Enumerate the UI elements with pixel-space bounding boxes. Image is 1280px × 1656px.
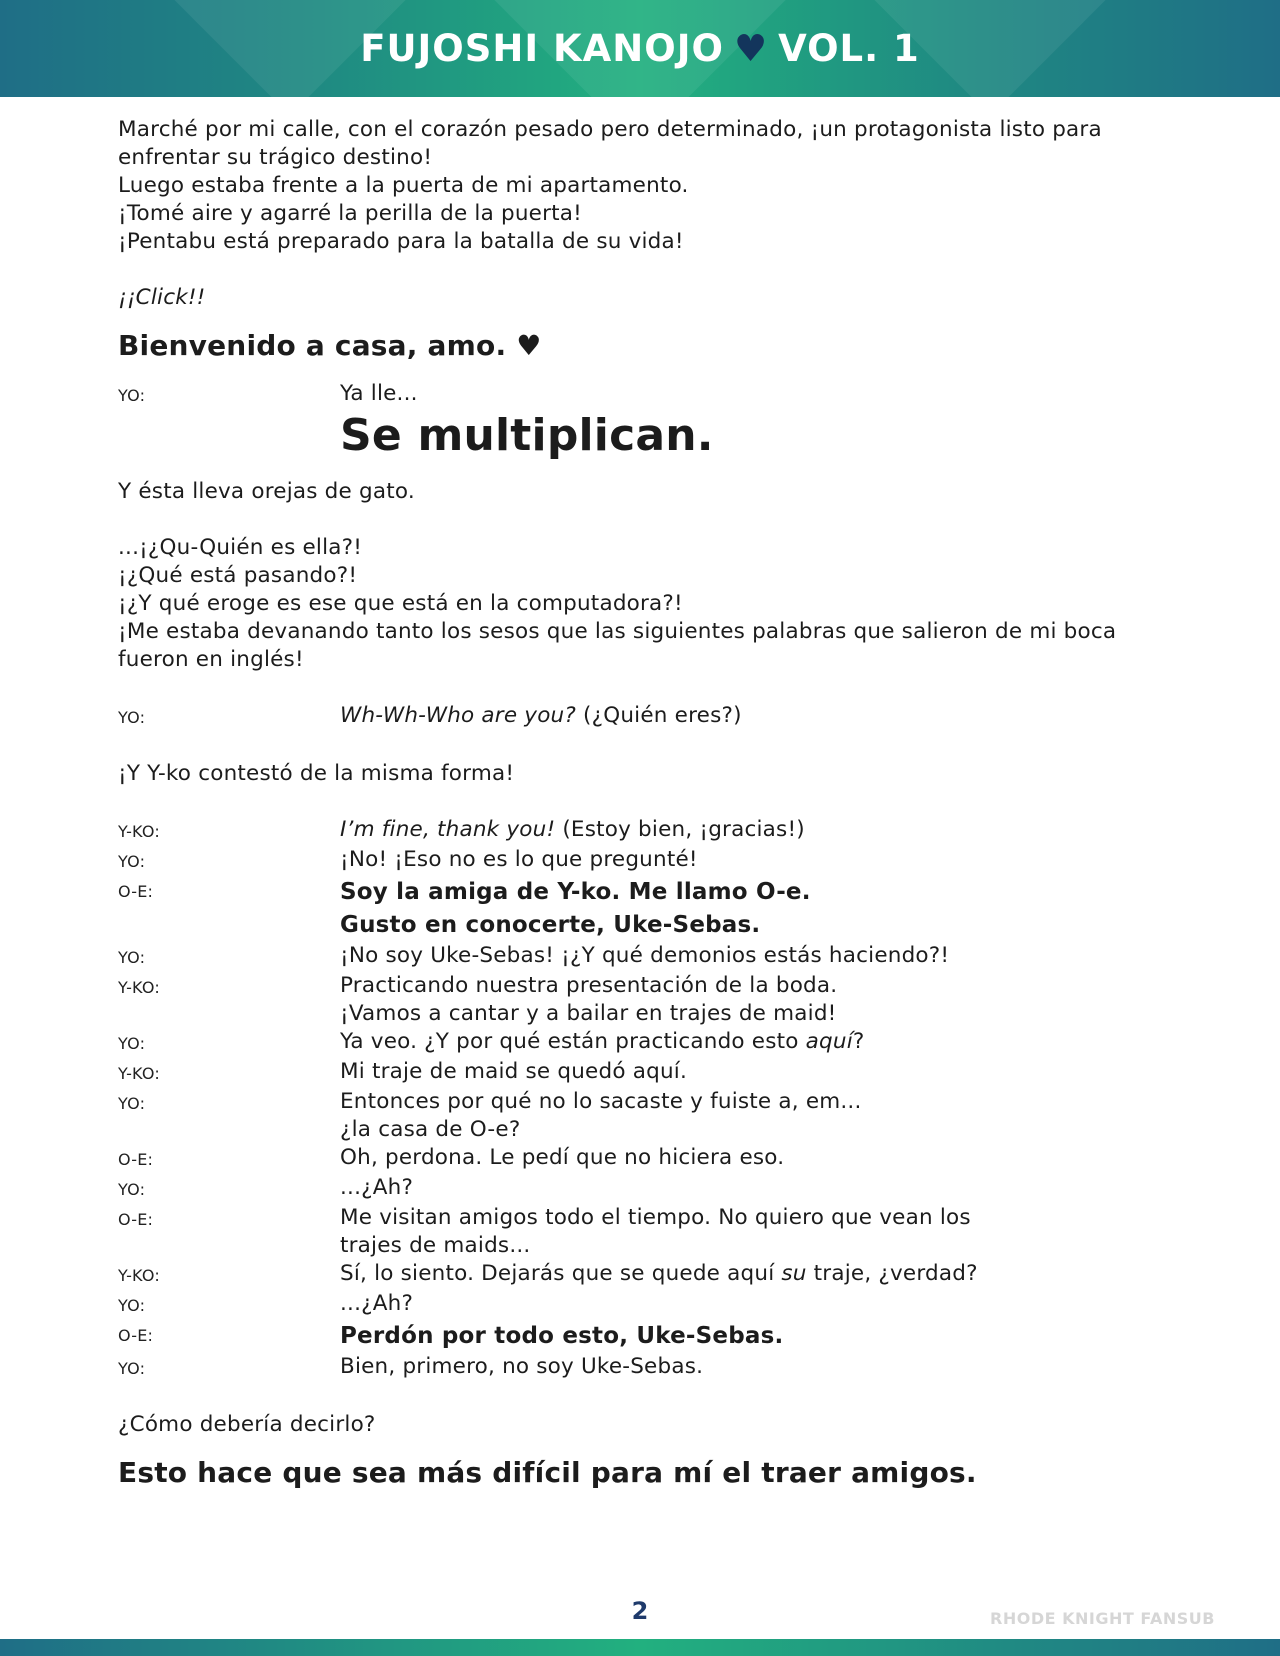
- dialogue-row: [118, 816, 1168, 846]
- dialogue-line: I’m fine, thank you! (Estoy bien, ¡gracias!): [340, 817, 805, 842]
- speaker-label: YO:: [118, 1180, 146, 1199]
- dialogue-line: trajes de maids...: [340, 1233, 531, 1258]
- welcome-heading: Bienvenido a casa, amo. ♥: [118, 329, 542, 362]
- paragraph: ¡Me estaba devanando tanto los sesos que las siguientes palabras que salieron de mi boca fueron en inglés!: [118, 619, 1117, 672]
- speaker-label: YO:: [118, 1296, 146, 1315]
- speaker-label: O-E:: [118, 1150, 154, 1169]
- fansub-credit: RHODE KNIGHT FANSUB: [990, 1609, 1215, 1628]
- dialogue-row: [118, 1058, 1168, 1088]
- big-line: Se multiplican.: [340, 410, 714, 461]
- dialogue-row: [118, 846, 1168, 876]
- header-title: [0, 26, 1280, 72]
- dialogue-row: [118, 942, 1168, 972]
- dialogue-row: [118, 1144, 1168, 1174]
- paragraph: Luego estaba frente a la puerta de mi apartamento.: [118, 173, 689, 198]
- dialogue-line: Wh-Wh-Who are you? (¿Quién eres?): [340, 703, 742, 728]
- dialogue-row: [118, 1353, 1168, 1383]
- dialogue-line: Perdón por todo esto, Uke-Sebas.: [340, 1323, 784, 1349]
- paragraph: ¡Pentabu está preparado para la batalla de su vida!: [118, 229, 684, 254]
- dialogue-row: [118, 876, 1168, 942]
- speaker-label: YO:: [118, 1034, 146, 1053]
- dialogue-row: [118, 1028, 1168, 1058]
- speaker-label: YO:: [118, 386, 146, 405]
- dialogue-row: [118, 1204, 1168, 1260]
- paragraph: ¡Y Y-ko contestó de la misma forma!: [118, 761, 515, 786]
- dialogue-line: Ya veo. ¿Y por qué están practicando esto aquí?: [340, 1029, 865, 1054]
- paragraph: Marché por mi calle, con el corazón pesado pero determinado, ¡un protagonista listo para enfrentar su trágico destino!: [118, 117, 1102, 170]
- speaker-label: YO:: [118, 948, 146, 967]
- dialogue-row: [118, 702, 1168, 732]
- dialogue-line: Bien, primero, no soy Uke-Sebas.: [340, 1354, 704, 1379]
- header-series: FUJOSHI KANOJO: [360, 27, 724, 70]
- dialogue-line: Practicando nuestra presentación de la boda.: [340, 973, 838, 998]
- speaker-label: Y-KO:: [118, 1266, 160, 1285]
- dialogue-line: ¿la casa de O-e?: [340, 1117, 521, 1142]
- dialogue-line: Oh, perdona. Le pedí que no hiciera eso.: [340, 1145, 785, 1170]
- dialogue-line: Mi traje de maid se quedó aquí.: [340, 1059, 687, 1084]
- paragraph: Y ésta lleva orejas de gato.: [118, 479, 415, 504]
- speaker-label: Y-KO:: [118, 978, 160, 997]
- header-volume: VOL. 1: [778, 27, 920, 70]
- speaker-label: Y-KO:: [118, 1064, 160, 1083]
- dialogue-line: Ya lle...: [340, 381, 418, 406]
- dialogue-line: Soy la amiga de Y-ko. Me llamo O-e.: [340, 879, 811, 905]
- paragraph: ¿Cómo debería decirlo?: [118, 1412, 376, 1437]
- dialogue-line: ¡No soy Uke-Sebas! ¡¿Y qué demonios estás haciendo?!: [340, 943, 950, 968]
- paragraph: ¡Tomé aire y agarré la perilla de la puerta!: [118, 201, 582, 226]
- dialogue-row: [118, 380, 1168, 464]
- dialogue-row: [118, 1174, 1168, 1204]
- dialogue-row: [118, 1320, 1168, 1353]
- paragraph: ...¡¿Qu-Quién es ella?!: [118, 535, 363, 560]
- dialogue-line: ...¿Ah?: [340, 1291, 414, 1316]
- paragraph: ¡¿Y qué eroge es ese que está en la computadora?!: [118, 591, 683, 616]
- paragraph: ¡¿Qué está pasando?!: [118, 563, 358, 588]
- sound-effect: ¡¡Click!!: [118, 285, 206, 310]
- closing-heading: Esto hace que sea más difícil para mí el traer amigos.: [118, 1456, 977, 1489]
- heart-icon: ♥: [733, 27, 769, 70]
- dialogue-row: [118, 1088, 1168, 1144]
- speaker-label: YO:: [118, 1359, 146, 1378]
- dialogue-line: Entonces por qué no lo sacaste y fuiste a, em...: [340, 1089, 862, 1114]
- speaker-label: O-E:: [118, 1326, 154, 1345]
- page-footer-bar: [0, 1639, 1280, 1656]
- speaker-label: YO:: [118, 852, 146, 871]
- speaker-label: YO:: [118, 1094, 146, 1113]
- speaker-label: Y-KO:: [118, 822, 160, 841]
- dialogue-row: [118, 972, 1168, 1028]
- speaker-label: O-E:: [118, 1210, 154, 1229]
- dialogue-line: Sí, lo siento. Dejarás que se quede aquí su traje, ¿verdad?: [340, 1261, 978, 1286]
- dialogue-line: Me visitan amigos todo el tiempo. No quiero que vean los: [340, 1205, 971, 1230]
- speaker-label: YO:: [118, 708, 146, 727]
- page-number: 2: [631, 1597, 649, 1625]
- dialogue-row: [118, 1290, 1168, 1320]
- dialogue-line: ¡Vamos a cantar y a bailar en trajes de maid!: [340, 1001, 837, 1026]
- page-content: [118, 116, 1168, 1493]
- speaker-label: O-E:: [118, 882, 154, 901]
- dialogue-line: Gusto en conocerte, Uke-Sebas.: [340, 912, 761, 938]
- dialogue-line: ¡No! ¡Eso no es lo que pregunté!: [340, 847, 698, 872]
- page-header: [0, 0, 1280, 97]
- dialogue-line: ...¿Ah?: [340, 1175, 414, 1200]
- dialogue-row: [118, 1260, 1168, 1290]
